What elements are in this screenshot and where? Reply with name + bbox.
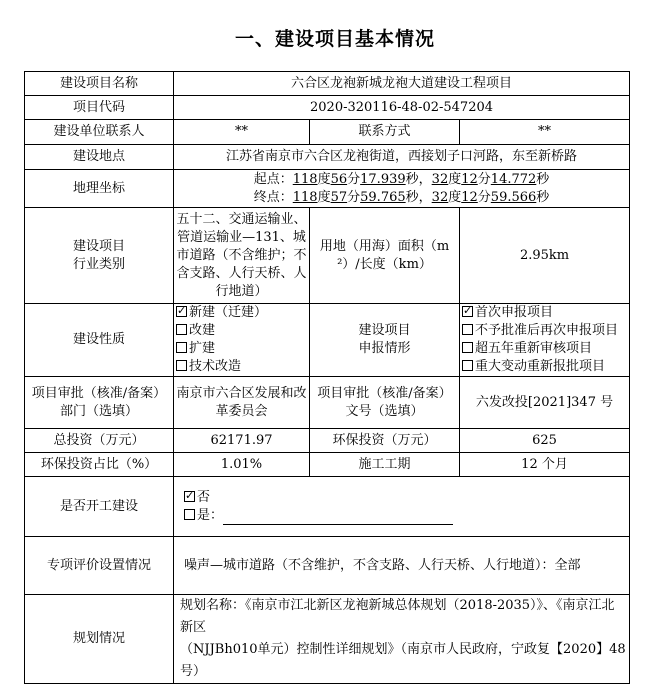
checkbox-icon[interactable] (176, 360, 187, 371)
checkbox-icon[interactable] (462, 360, 473, 371)
value-location: 江苏省南京市六合区龙袍街道，西接划子口河路，东至新桥路 (174, 145, 630, 170)
coord-end: 终点：118度57分59.765秒，32度12分59.566秒 (253, 189, 550, 205)
yes-detail-blank[interactable] (223, 512, 453, 525)
filing-option[interactable]: ✓首次申报项目 (462, 304, 627, 322)
checkbox-icon[interactable] (184, 509, 195, 520)
plan-line-1: 规划名称：《南京市江北新区龙袍新城总体规划（2018-2035）》、《南京江北新区 (180, 598, 615, 635)
row-project-code (25, 96, 630, 120)
value-industry: 五十二、交通运输业、管道运输业—131、城市道路（不含维护；不含支路、人行天桥、人行地道） (174, 208, 310, 304)
row-industry (25, 208, 630, 304)
label-land-area: 用地（用海）面积（m²）/长度（km） (310, 208, 460, 304)
label-total-investment: 总投资（万元） (25, 429, 174, 453)
started-option-no[interactable]: ✓否 (184, 489, 627, 507)
value-contact: ** (174, 120, 310, 145)
nature-option[interactable]: 扩建 (176, 340, 307, 358)
value-approval-no: 六发改投[2021]347 号 (460, 377, 630, 429)
label-contact: 建设单位联系人 (25, 120, 174, 145)
checkbox-icon[interactable] (176, 342, 187, 353)
filing-option[interactable]: 不予批准后再次申报项目 (462, 322, 627, 340)
row-approval (25, 377, 630, 429)
nature-option[interactable]: 改建 (176, 322, 307, 340)
value-duration: 12 个月 (460, 453, 630, 477)
label-env-ratio: 环保投资占比（%） (25, 453, 174, 477)
filing-option[interactable]: 重大变动重新报批项目 (462, 358, 627, 376)
checkbox-icon[interactable] (462, 342, 473, 353)
value-project-code: 2020-320116-48-02-547204 (174, 96, 630, 120)
filing-option[interactable]: 超五年重新审核项目 (462, 340, 627, 358)
label-industry: 建设项目 行业类别 (25, 208, 174, 304)
label-duration: 施工工期 (310, 453, 460, 477)
plan-line-2: （NJJBh010单元）控制性详细规划》（南京市人民政府，宁政复【2020】48号） (180, 642, 626, 679)
row-nature (25, 304, 630, 377)
filing-options (460, 304, 630, 377)
label-coordinates: 地理坐标 (25, 170, 174, 208)
value-special: 噪声—城市道路（不含维护，不含支路、人行天桥、人行地道）：全部 (174, 537, 630, 595)
value-total-investment: 62171.97 (174, 429, 310, 453)
label-project-code: 项目代码 (25, 96, 174, 120)
label-started: 是否开工建设 (25, 477, 174, 537)
row-investment (25, 429, 630, 453)
checkbox-icon[interactable] (462, 324, 473, 335)
checkbox-icon[interactable] (462, 306, 473, 317)
label-nature: 建设性质 (25, 304, 174, 377)
page-title: 一、建设项目基本情况 (234, 28, 435, 50)
row-coordinates (25, 170, 630, 208)
row-plan (25, 595, 630, 684)
label-approval-no: 项目审批（核准/备案）文号（选填） (310, 377, 460, 429)
checkbox-icon[interactable] (176, 324, 187, 335)
label-approval-dept: 项目审批（核准/备案）部门（选填） (25, 377, 174, 429)
row-special (25, 537, 630, 595)
checkbox-icon[interactable] (176, 306, 187, 317)
label-contact-method: 联系方式 (310, 120, 460, 145)
label-project-name: 建设项目名称 (25, 72, 174, 96)
value-env-ratio: 1.01% (174, 453, 310, 477)
label-filing-case: 建设项目 申报情形 (310, 304, 460, 377)
started-options (174, 477, 630, 537)
coord-start: 起点：118度56分17.939秒，32度12分14.772秒 (253, 171, 550, 187)
value-land-area: 2.95km (460, 208, 630, 304)
nature-options (174, 304, 310, 377)
label-special: 专项评价设置情况 (25, 537, 174, 595)
nature-option[interactable]: ✓新建（迁建） (176, 304, 307, 322)
label-env-investment: 环保投资（万元） (310, 429, 460, 453)
row-location (25, 145, 630, 170)
value-contact-method: ** (460, 120, 630, 145)
started-option-yes[interactable]: 是： (184, 507, 627, 525)
row-started (25, 477, 630, 537)
row-ratio (25, 453, 630, 477)
basic-info-table (24, 71, 630, 684)
label-plan: 规划情况 (25, 595, 174, 684)
row-contact (25, 120, 630, 145)
value-project-name: 六合区龙袍新城龙袍大道建设工程项目 (174, 72, 630, 96)
nature-option[interactable]: 技术改造 (176, 358, 307, 376)
value-coordinates (174, 170, 630, 208)
value-env-investment: 625 (460, 429, 630, 453)
value-approval-dept: 南京市六合区发展和改革委员会 (174, 377, 310, 429)
row-project-name (25, 72, 630, 96)
label-location: 建设地点 (25, 145, 174, 170)
value-plan (174, 595, 630, 684)
checkbox-icon[interactable] (184, 491, 195, 502)
